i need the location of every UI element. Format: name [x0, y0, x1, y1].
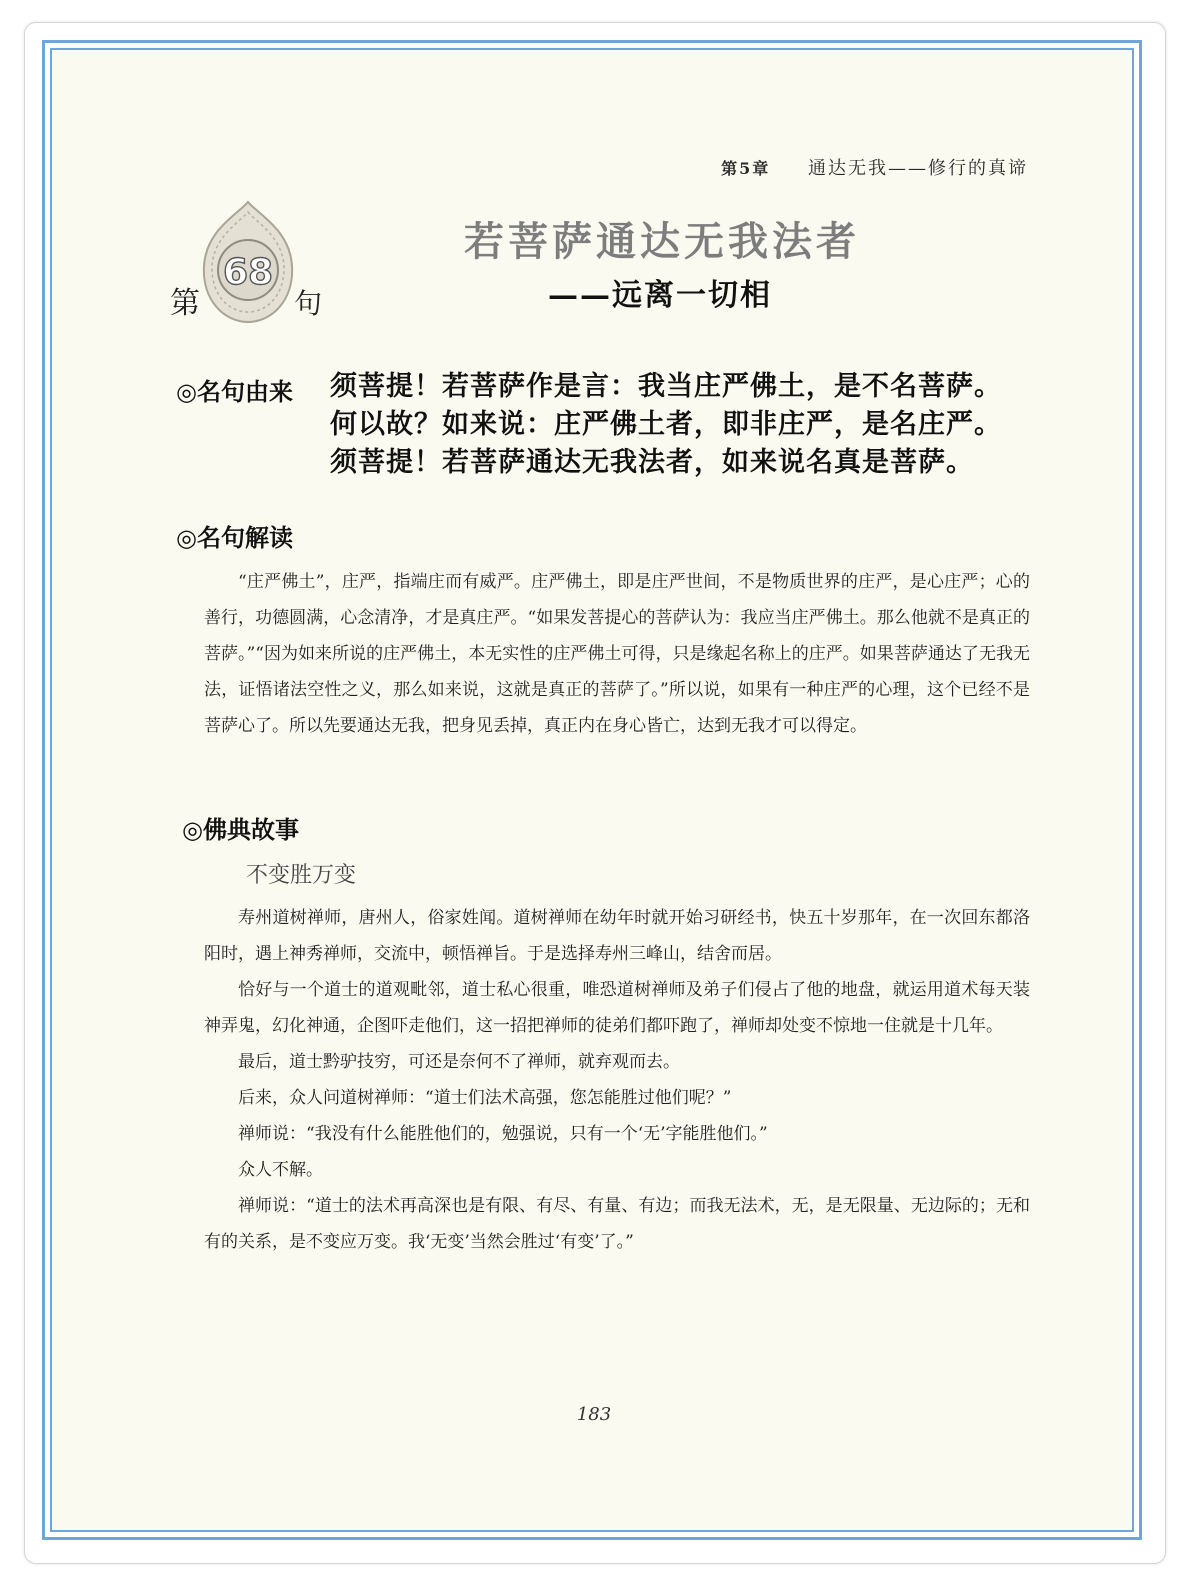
story-paragraph: 寿州道树禅师，唐州人，俗家姓闻。道树禅师在幼年时就开始习研经书，快五十岁那年，在一次回东都洛阳时，遇上神秀禅师，交流中，顿悟禅旨。于是选择寿州三峰山，结舍而居。 — [204, 908, 1030, 964]
story-paragraph: 众人不解。 — [238, 1160, 323, 1180]
story-paragraph: 最后，道士黔驴技穷，可还是奈何不了禅师，就弃观而去。 — [238, 1052, 680, 1072]
running-head — [721, 154, 1028, 180]
story-text — [204, 900, 1030, 1260]
section-heading-origin: ◎名句由来 — [176, 378, 293, 406]
badge-suffix: 句 — [294, 287, 323, 320]
interpretation-paragraph: “庄严佛土”，庄严，指端庄而有威严。庄严佛土，即是庄严世间，不是物质世界的庄严，是心庄严；心的善行，功德圆满，心念清净，才是真庄严。“如果发菩提心的菩萨认为：我应当庄严佛土。那么他就不是真正的菩萨。”“因为如来所说的庄严佛土，本无实性的庄严佛土可得，只是缘起名称上的庄严。如果菩萨通达了无我无法，证悟诸法空性之义，那么如来说，这就是真正的菩萨了。”所以说，如果有一种庄严的心理，这个已经不是菩萨心了。所以先要通达无我，把身见丢掉，真正内在身心皆亡，达到无我才可以得定。 — [204, 572, 1030, 736]
page-number: 183 — [576, 1404, 612, 1425]
story-paragraph: 后来，众人问道树禅师：“道士们法术高强，您怎能胜过他们呢？” — [238, 1088, 732, 1108]
story-paragraph: 恰好与一个道士的道观毗邻，道士私心很重，唯恐道树禅师及弟子们侵占了他的地盘，就运用道术每天装神弄鬼，幻化神通，企图吓走他们，这一招把禅师的徒弟们都吓跑了，禅师却处变不惊地一住就是十几年。 — [204, 980, 1030, 1036]
page-title: 若菩萨通达无我法者 — [464, 219, 860, 265]
badge-number: 68 — [222, 252, 274, 293]
badge-prefix: 第 — [170, 286, 200, 321]
quote-line: 须菩提！若菩萨通达无我法者，如来说名真是菩萨。 — [330, 447, 974, 478]
interpretation-text — [204, 564, 1030, 744]
running-head-chapter: 第5章 — [721, 159, 771, 178]
ornament-badge-icon — [198, 200, 298, 324]
section-heading-interpretation: ◎名句解读 — [176, 524, 293, 552]
quote-line: 须菩提！若菩萨作是言：我当庄严佛土，是不名菩萨。 — [330, 371, 1002, 402]
quote-block — [330, 368, 1050, 482]
page-subtitle: ——远离一切相 — [548, 278, 772, 313]
story-title: 不变胜万变 — [246, 863, 357, 888]
quote-line: 何以故？如来说：庄严佛土者，即非庄严，是名庄严。 — [330, 409, 1002, 440]
story-paragraph: 禅师说：“道士的法术再高深也是有限、有尽、有量、有边；而我无法术，无，是无限量、无边际的；无和有的关系，是不变应万变。我‘无变’当然会胜过‘有变’了。” — [204, 1196, 1030, 1252]
section-heading-story: ◎佛典故事 — [182, 816, 299, 844]
story-paragraph: 禅师说：“我没有什么能胜他们的，勉强说，只有一个‘无’字能胜他们。” — [238, 1124, 768, 1144]
running-head-title: 通达无我——修行的真谛 — [808, 158, 1028, 179]
